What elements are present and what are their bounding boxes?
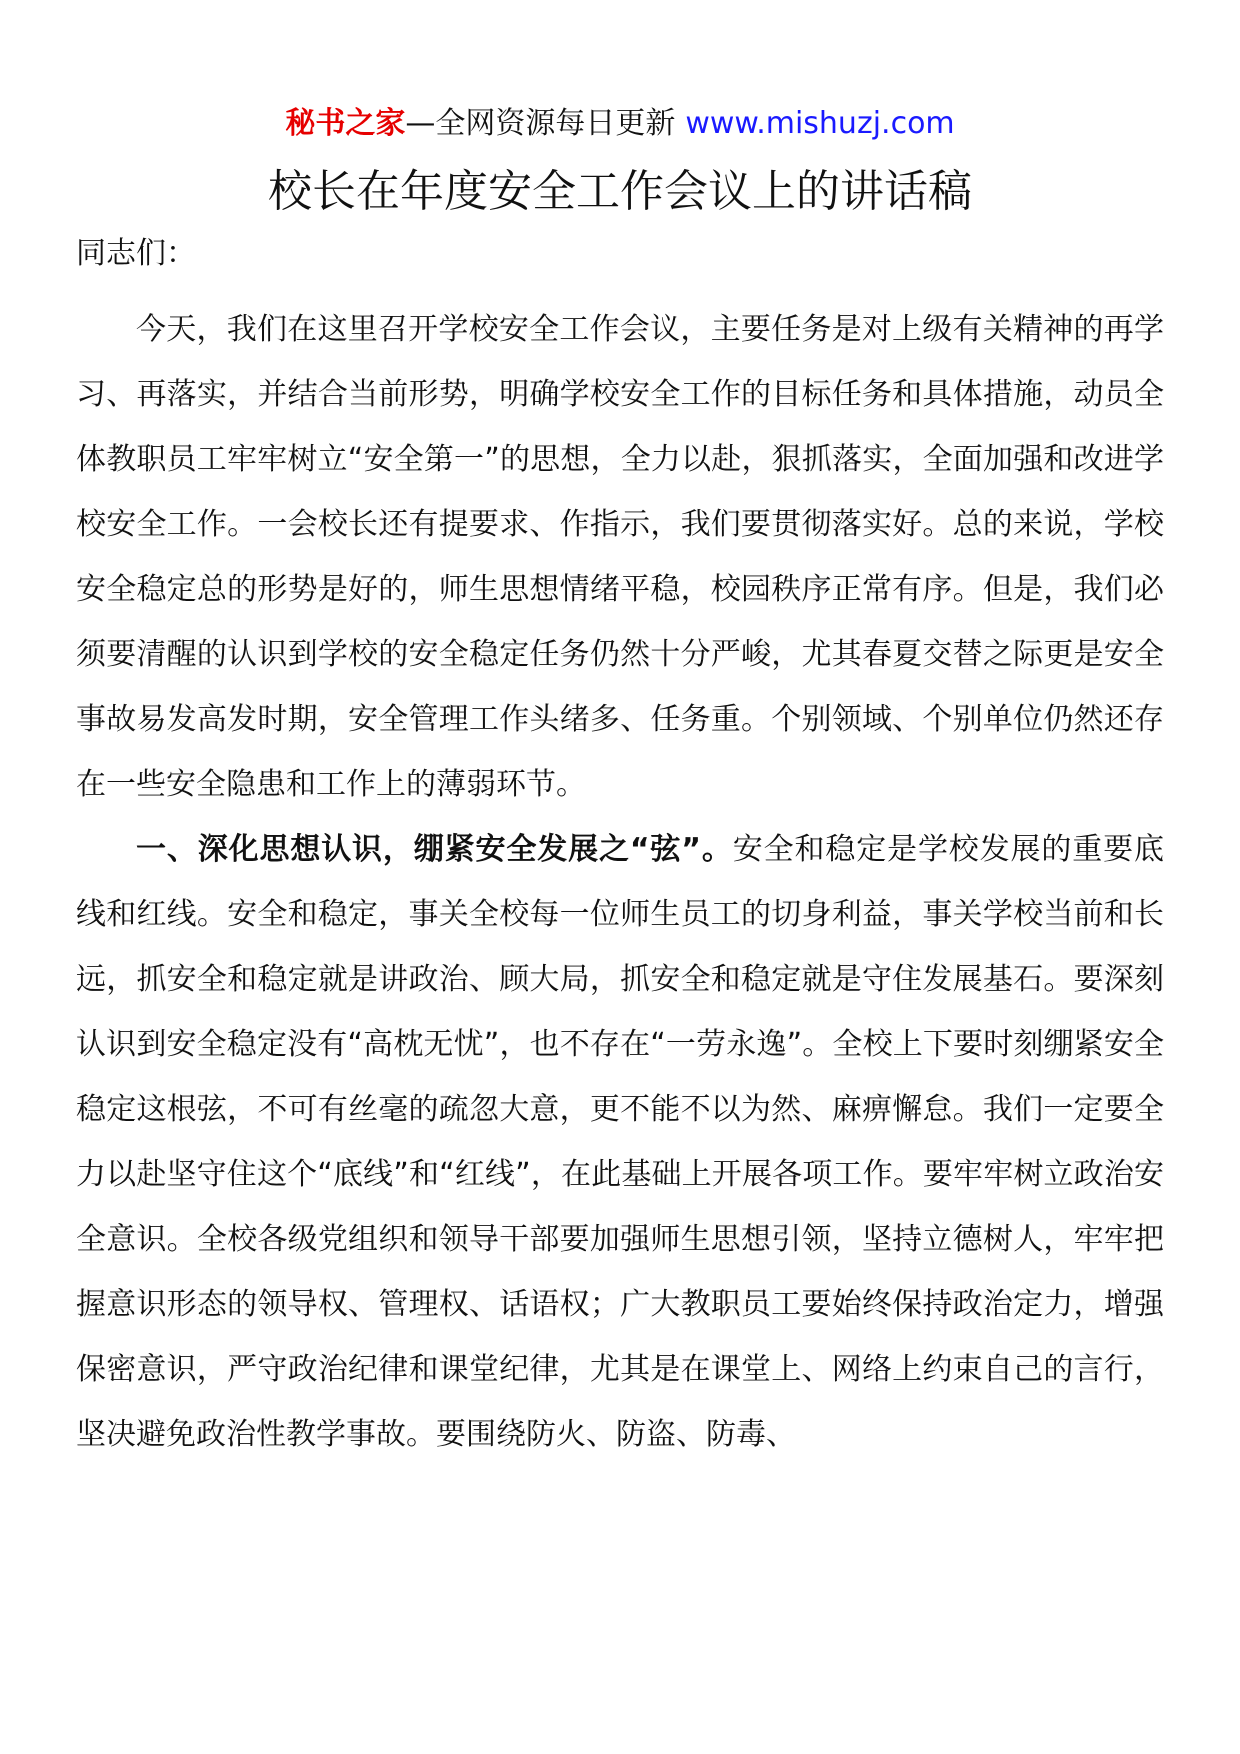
brand-name: 秘书之家: [285, 106, 406, 141]
paragraph-intro: [76, 297, 1164, 817]
document-title: 校长在年度安全工作会议上的讲话稿: [268, 166, 972, 217]
paragraph-section-one-text: 安全和稳定是学校发展的重要底线和红线。安全和稳定，事关全校每一位师生员工的切身利益，事关学校当前和长远，抓安全和稳定就是讲政治、顾大局，抓安全和稳定就是守住发展基石。要深刻认识到安全稳定没有“高枕无忧”，也不存在“一劳永逸”。全校上下要时刻绷紧安全稳定这根弦，不可有丝毫的疏忽大意，更不能不以为然、麻痹懈怠。我们一定要全力以赴坚守住这个“底线”和“红线”，在此基础上开展各项工作。要牢牢树立政治安全意识。全校各级党组织和领导干部要加强师生思想引领，坚持立德树人，牢牢把握意识形态的领导权、管理权、话语权；广大教职员工要始终保持政治定力，增强保密意识，严守政治纪律和课堂纪律，尤其是在课堂上、网络上约束自己的言行，坚决避免政治性教学事故。要围绕防火、防盗、防毒、: [76, 832, 1165, 1452]
site-url-link[interactable]: www.mishuzj.com: [685, 106, 955, 141]
paragraph-intro-text: 今天，我们在这里召开学校安全工作会议，主要任务是对上级有关精神的再学习、再落实，并结合当前形势，明确学校安全工作的目标任务和具体措施，动员全体教职员工牢牢树立“安全第一”的思想，全力以赴，狠抓落实，全面加强和改进学校安全工作。一会校长还有提要求、作指示，我们要贯彻落实好。总的来说，学校安全稳定总的形势是好的，师生思想情绪平稳，校园秩序正常有序。但是，我们必须要清醒的认识到学校的安全稳定任务仍然十分严峻，尤其春夏交替之际更是安全事故易发高发时期，安全管理工作头绪多、任务重。个别领域、个别单位仍然还存在一些安全隐患和工作上的薄弱环节。: [76, 312, 1164, 802]
paragraph-section-one: [76, 817, 1164, 1467]
site-header: [0, 104, 1240, 144]
section-heading: 一、深化思想认识，绷紧安全发展之“弦”。: [136, 832, 733, 867]
header-tagline: —全网资源每日更新: [405, 106, 676, 141]
salutation: 同志们：: [76, 236, 196, 271]
document-body: [76, 297, 1164, 1467]
